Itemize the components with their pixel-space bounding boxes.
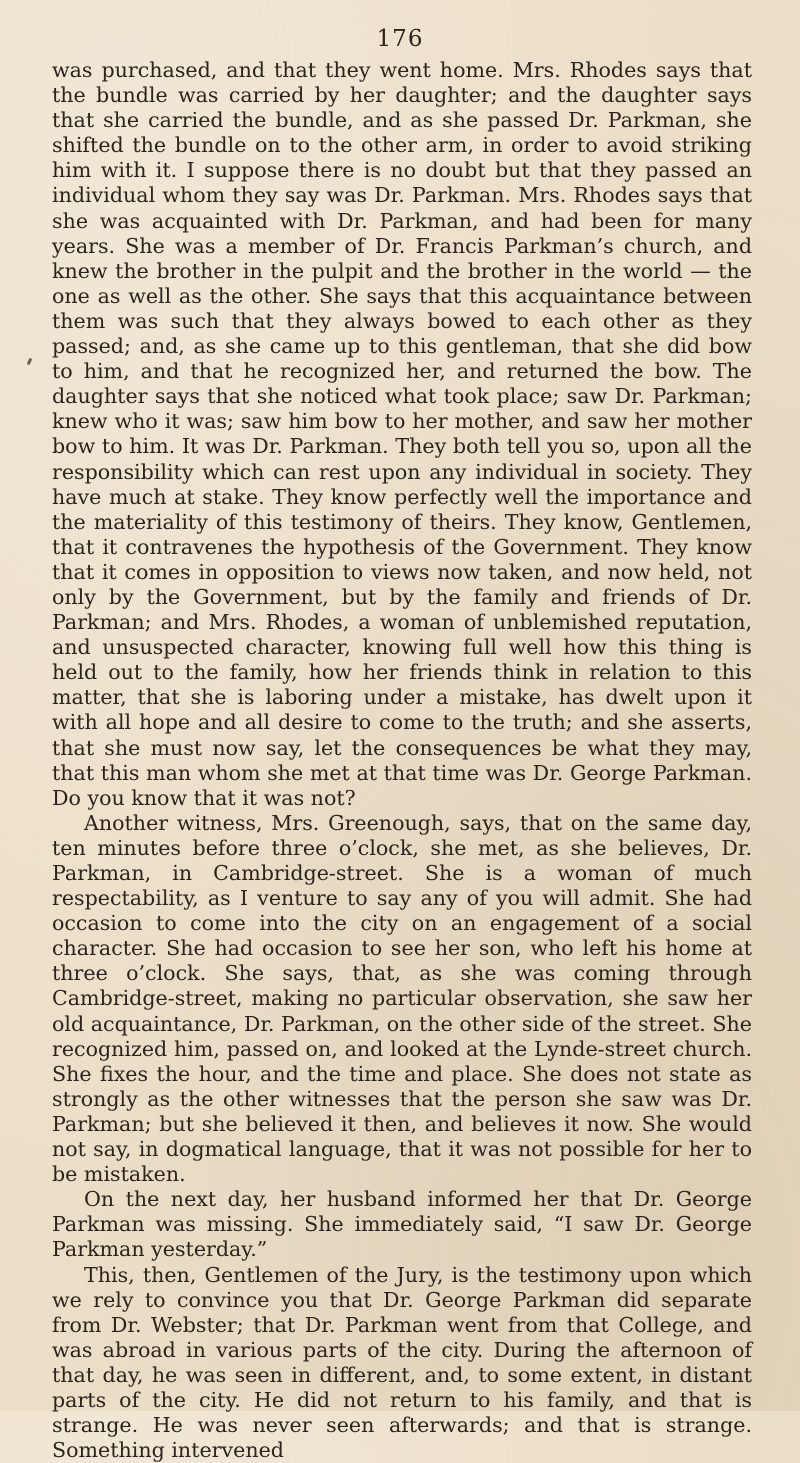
body-text bbox=[52, 58, 752, 1463]
paragraph-3: On the next day, her husband informed her that Dr. George Parkman was missing. She immediately said, “I saw Dr. George Parkman yesterday.” bbox=[52, 1187, 752, 1262]
paragraph-4: This, then, Gentlemen of the Jury, is the testimony upon which we rely to convince you that Dr. George Parkman did separate from Dr. Webster; that Dr. Parkman went from that College, and was abroad in various parts of the city. During the afternoon of that day, he was seen in different, and, to some extent, in distant parts of the city. He did not return to his family, and that is strange. He was never seen afterwards; and that is strange. Something intervened bbox=[52, 1263, 752, 1463]
page-number: 176 bbox=[0, 26, 800, 52]
paragraph-2: Another witness, Mrs. Greenough, says, that on the same day, ten minutes before three o’clock, she met, as she believes, Dr. Parkman, in Cambridge-street. She is a woman of much respectability, as I venture to say any of you will admit. She had occasion to come into the city on an engagement of a social character. She had occasion to see her son, who left his home at three o’clock. She says, that, as she was coming through Cambridge-street, making no particular observation, she saw her old acquaintance, Dr. Parkman, on the other side of the street. She recognized him, passed on, and looked at the Lynde-street church. She fixes the hour, and the time and place. She does not state as strongly as the other witnesses that the person she saw was Dr. Parkman; but she believed it then, and believes it now. She would not say, in dogmatical language, that it was not possible for her to be mistaken. bbox=[52, 811, 752, 1187]
paragraph-1: was purchased, and that they went home. Mrs. Rhodes says that the bundle was carried by her daughter; and the daughter says that she carried the bundle, and as she passed Dr. Parkman, she shifted the bundle on to the other arm, in order to avoid striking him with it. I suppose there is no doubt but that they passed an individual whom they say was Dr. Parkman. Mrs. Rhodes says that she was acquainted with Dr. Parkman, and had been for many years. She was a member of Dr. Francis Parkman’s church, and knew the brother in the pulpit and the brother in the world — the one as well as the other. She says that this acquaintance between them was such that they always bowed to each other as they passed; and, as she came up to this gentleman, that she did bow to him, and that he recognized her, and returned the bow. The daughter says that she noticed what took place; saw Dr. Parkman; knew who it was; saw him bow to her mother, and saw her mother bow to him. It was Dr. Parkman. They both tell you so, upon all the responsibility which can rest upon any individual in society. They have much at stake. They know perfectly well the importance and the materiality of this testimony of theirs. They know, Gentlemen, that it contravenes the hypothesis of the Government. They know that it comes in opposition to views now taken, and now held, not only by the Government, but by the family and friends of Dr. Parkman; and Mrs. Rhodes, a woman of unblemished reputation, and unsuspected character, knowing full well how this thing is held out to the family, how her friends think in relation to this matter, that she is laboring under a mistake, has dwelt upon it with all hope and all desire to come to the truth; and she asserts, that she must now say, let the consequences be what they may, that this man whom she met at that time was Dr. George Parkman. Do you know that it was not? bbox=[52, 58, 752, 811]
margin-ink-mark bbox=[27, 358, 33, 366]
